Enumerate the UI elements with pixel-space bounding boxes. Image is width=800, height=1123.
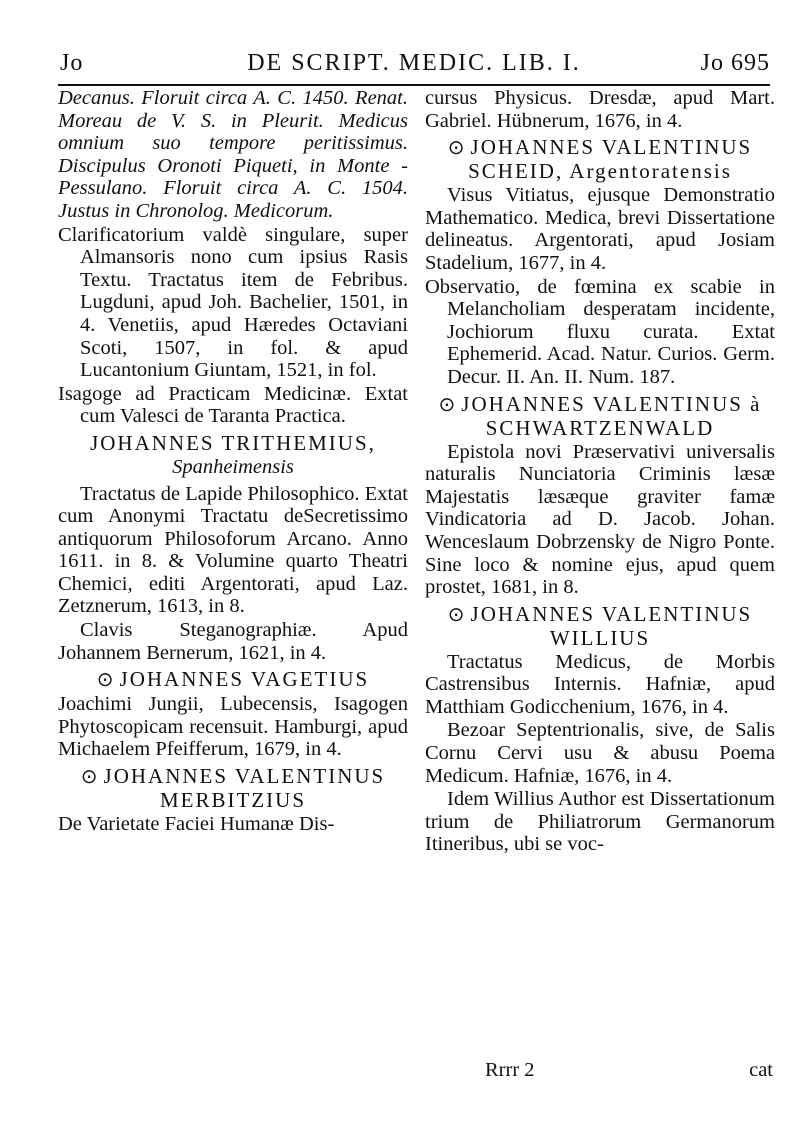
bibliography-entry: cursus Physicus. Dresdæ, apud Mart. Gabriel. Hübnerum, 1676, in 4.: [425, 87, 775, 132]
bibliography-entry: Observatio, de fœmina ex scabie in Melancholiam desperatam incidente, Jochiorum fluxu curata. Extat Ephemerid. Acad. Natur. Curios. Germ. Decur. II. An. II. Num. 187.: [425, 275, 775, 388]
bibliography-entry: Visus Vitiatus, ejusque Demonstratio Mathematico. Medica, brevi Dissertatione delineatus. Argentorati, apud Josiam Stadelium, 1677, in 4.: [425, 184, 775, 274]
author-name: JOHANNES TRITHEMIUS,: [90, 430, 376, 455]
bibliography-entry: Isagoge ad Practicam Medicinæ. Extat cum Valesci de Taranta Practica.: [58, 382, 408, 428]
sun-symbol-icon: ⊙: [438, 393, 458, 416]
bibliography-entry: De Varietate Faciei Humanæ Dis-: [58, 813, 335, 836]
bibliography-entry: Bezoar Septentrionalis, sive, de Salis Cornu Cervi usu & abusu Poema Medicum. Hafniæ, 1676, in 4.: [425, 719, 775, 787]
running-title: DE SCRIPT. MEDIC. LIB. I.: [247, 50, 581, 76]
catchword: cat: [749, 1059, 773, 1081]
bibliography-entry: Epistola novi Præservativi universalis naturalis Nunciatoria Criminis læsæ Majestatis læsæque graviter famæ Vindicatoria ad D. Jacob. Johan. Wenceslaum Dobrzensky de Nigro Ponte. Sine loco & nomine ejus, apud quem prostet, 1681, in 8.: [425, 440, 775, 599]
author-heading: [425, 393, 775, 440]
bibliography-entry: Tractatus de Lapide Philosophico. Extat cum Anonymi Tractatu deSecretissimo antiquorum Philosoforum Arcano. Anno 1611. in 8. & Volumine quarto Theatri Chemici, editi Argentorati, apud Laz. Zetznerum, 1613, in 8.: [58, 482, 408, 618]
sun-symbol-icon: ⊙: [447, 603, 467, 626]
signature-mark: Rrrr 2: [485, 1059, 535, 1081]
page-number: Jo 695: [700, 50, 770, 76]
bibliography-entry: Decanus. Floruit circa A. C. 1450. Renat. Moreau de V. S. in Pleurit. Medicus omnium suo tempore peritissimus. Discipulus Oronoti Piqueti, in Monte - Pessulano. Floruit circa A. C. 1504. Justus in Chronolog. Medicorum.: [58, 87, 408, 222]
bibliography-entry: Idem Willius Author est Dissertationum trium de Philiatrorum Germanorum Itineribus, ubi se voc-: [425, 788, 775, 856]
bibliography-entry: Joachimi Jungii, Lubecensis, Isagogen Phytoscopicam recensuit. Hamburgi, apud Michaelem Pfeifferum, 1679, in 4.: [58, 693, 408, 761]
author-heading: [58, 765, 408, 812]
sun-symbol-icon: ⊙: [447, 137, 467, 160]
left-column: [58, 87, 408, 837]
author-heading: [58, 432, 408, 455]
author-heading: [58, 668, 408, 692]
author-name: JOHANNES VALENTINUS WILLIUS: [470, 601, 753, 650]
sun-symbol-icon: ⊙: [96, 669, 116, 692]
bibliography-entry: Clavis Steganographiæ. Apud Johannem Bernerum, 1621, in 4.: [58, 619, 408, 664]
author-name: JOHANNES VAGETIUS: [119, 667, 370, 692]
author-origin: Spanheimensis: [172, 455, 294, 478]
author-heading: [425, 136, 775, 183]
author-name: JOHANNES VALENTINUS SCHEID, Argentoratensis: [468, 135, 753, 184]
bibliography-entry: Clarificatorium valdè singulare, super Almansoris nono cum ipsius Rasis Textu. Tractatus item de Febribus. Lugduni, apud Joh. Bachelier, 1501, in 4. Venetiis, apud Hæredes Octaviani Scoti, 1507, in fol. & apud Lucantonium Giuntam, 1521, in fol.: [58, 223, 408, 382]
author-heading: [425, 603, 775, 650]
right-column: [425, 87, 775, 857]
bibliography-entry: Tractatus Medicus, de Morbis Castrensibus Internis. Hafniæ, apud Matthiam Godicchenium, 1676, in 4.: [425, 650, 775, 718]
page-header: [58, 50, 770, 86]
author-name: JOHANNES VALENTINUS à SCHWARTZENWALD: [461, 391, 762, 440]
sun-symbol-icon: ⊙: [80, 766, 100, 789]
author-name: JOHANNES VALENTINUS MERBITZIUS: [103, 764, 386, 813]
header-left: Jo: [60, 50, 84, 76]
